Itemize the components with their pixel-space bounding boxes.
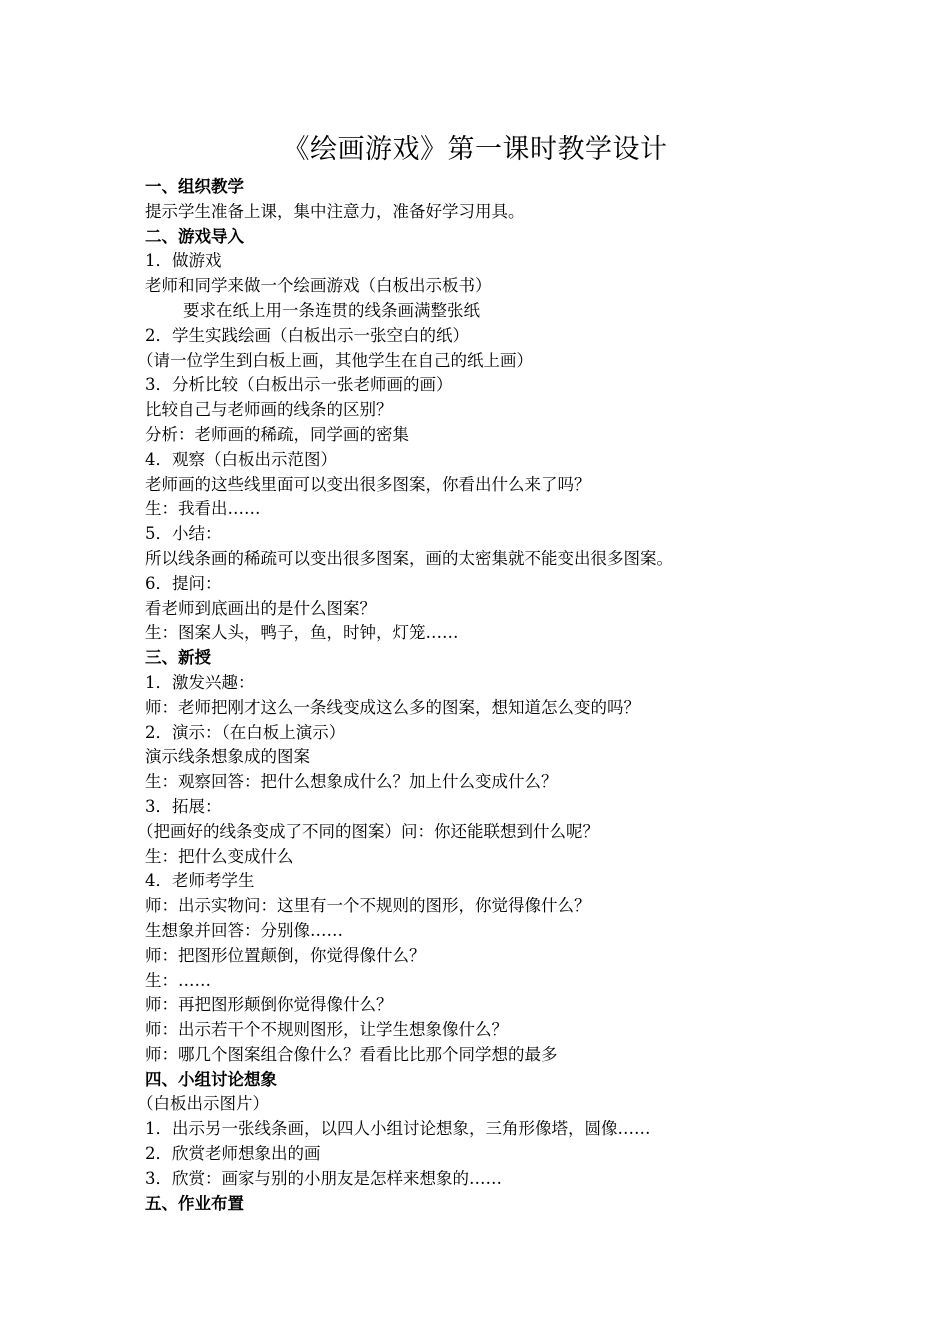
body-line: 2．学生实践绘画（白板出示一张空白的纸）: [145, 325, 469, 345]
body-line: （白板出示图片）: [137, 1094, 269, 1114]
body-line: 3．拓展：: [145, 796, 222, 816]
body-line: 6．提问：: [145, 573, 222, 593]
body-line: 1．激发兴趣：: [145, 672, 255, 692]
section-heading: 三、新授: [145, 648, 211, 668]
section-heading: 一、组织教学: [145, 177, 244, 196]
body-line: （把画好的线条变成了不同的图案）问：你还能联想到什么呢？: [137, 821, 599, 841]
body-line: 师：哪几个图案组合像什么？看看比比那个同学想的最多: [145, 1044, 558, 1064]
body-line: 生：观察回答：把什么想象成什么？加上什么变成什么？: [145, 772, 558, 792]
body-line: 4．老师考学生: [145, 871, 255, 891]
body-line: 生想象并回答：分别像……: [145, 920, 343, 940]
body-line: 生：图案人头，鸭子，鱼，时钟，灯笼……: [145, 623, 459, 643]
body-line: 4．观察（白板出示范图）: [145, 449, 337, 469]
body-line: 师：出示若干个不规则图形，让学生想象像什么？: [145, 1020, 508, 1040]
body-line: 5．小结：: [145, 524, 222, 544]
body-line: 3．欣赏：画家与别的小朋友是怎样来想象的……: [145, 1168, 502, 1188]
body-line: 1．做游戏: [145, 251, 222, 271]
body-line: 生：我看出……: [145, 499, 261, 519]
body-line: 所以线条画的稀疏可以变出很多图案，画的太密集就不能变出很多图案。: [145, 548, 673, 568]
body-line: 要求在纸上用一条连贯的线条画满整张纸: [183, 300, 480, 320]
body-line: 生：……: [145, 970, 211, 990]
body-line: 师：再把图形颠倒你觉得像什么？: [145, 995, 393, 1015]
section-heading: 四、小组讨论想象: [145, 1069, 277, 1089]
page-title: 《绘画游戏》第一课时教学设计: [282, 134, 668, 165]
body-line: （请一位学生到白板上画，其他学生在自己的纸上画）: [137, 350, 533, 370]
body-line: 老师画的这些线里面可以变出很多图案，你看出什么来了吗？: [145, 474, 591, 494]
body-line: 师：把图形位置颠倒，你觉得像什么？: [145, 945, 426, 965]
body-line: 3．分析比较（白板出示一张老师画的画）: [145, 375, 453, 395]
body-line: 演示线条想象成的图案: [145, 747, 310, 767]
section-heading: 二、游戏导入: [145, 226, 244, 246]
document-body: [137, 175, 935, 1216]
body-line: 师：老师把刚才这么一条线变成这么多的图案，想知道怎么变的吗？: [145, 697, 640, 717]
body-line: 1．出示另一张线条画，以四人小组讨论想象，三角形像塔，圆像……: [145, 1119, 651, 1139]
body-line: 老师和同学来做一个绘画游戏（白板出示板书）: [145, 276, 492, 296]
body-line: 比较自己与老师画的线条的区别？: [145, 400, 393, 420]
body-line: 提示学生准备上课，集中注意力，准备好学习用具。: [145, 201, 525, 221]
body-line: 看老师到底画出的是什么图案？: [145, 598, 376, 618]
body-line: 2．演示：（在白板上演示）: [145, 722, 346, 742]
body-line: 师：出示实物问：这里有一个不规则的图形，你觉得像什么？: [145, 896, 591, 916]
body-line: 生：把什么变成什么: [145, 846, 294, 866]
body-line: 2．欣赏老师想象出的画: [145, 1144, 321, 1164]
section-heading: 五、作业布置: [145, 1193, 244, 1213]
body-line: 分析：老师画的稀疏，同学画的密集: [145, 424, 409, 444]
